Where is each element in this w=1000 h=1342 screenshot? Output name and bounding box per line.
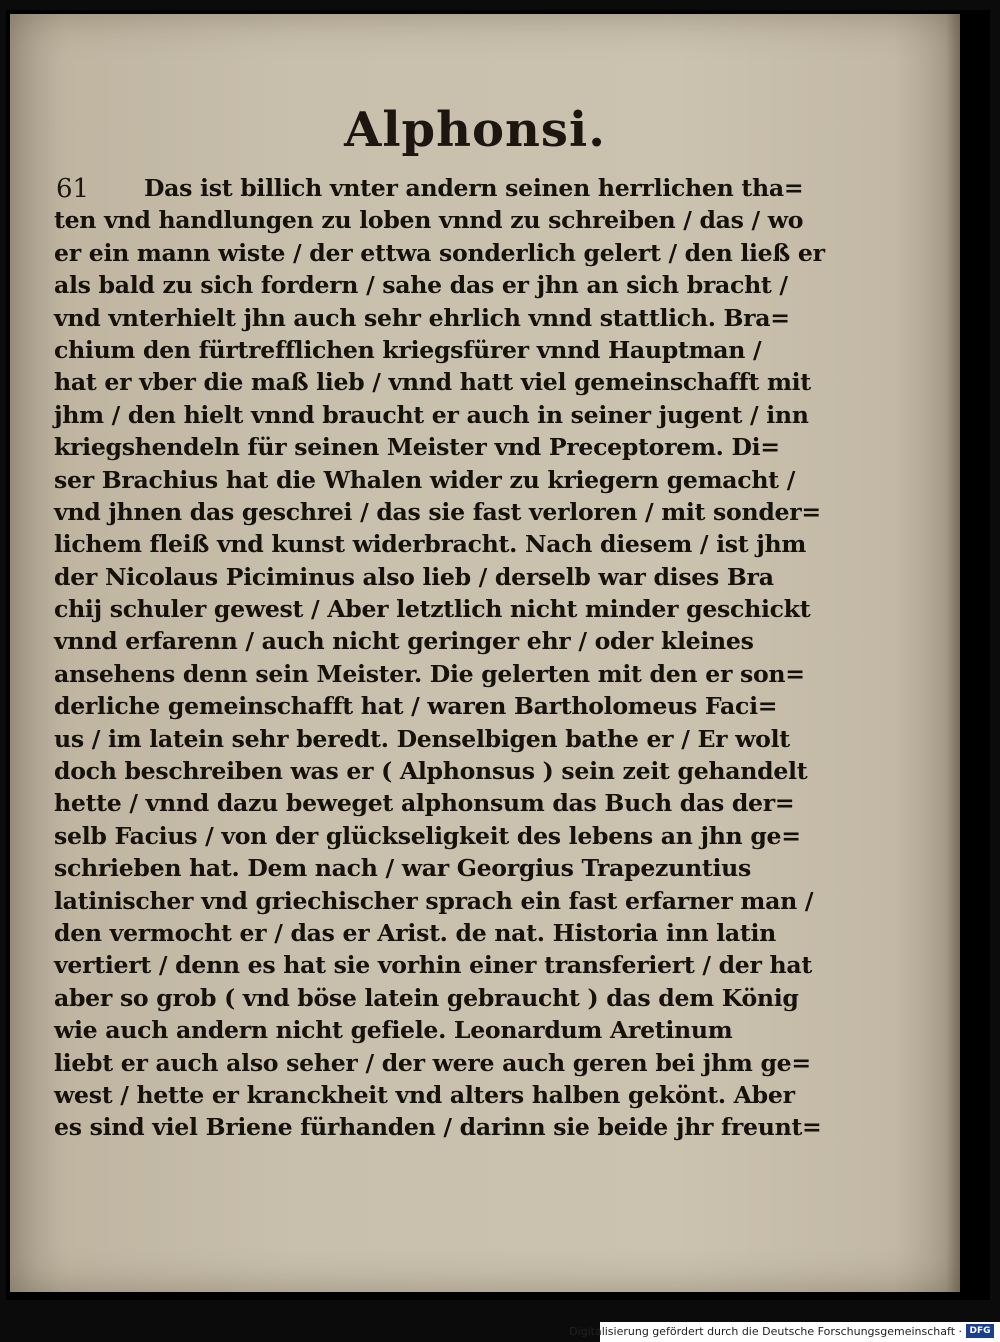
text-line: ser Brachius hat die Whalen wider zu kriegern gemacht / bbox=[54, 465, 796, 494]
text-line: wie auch andern nicht gefiele. Leonardum Aretinum bbox=[54, 1016, 733, 1045]
body-text bbox=[54, 172, 825, 1144]
text-line: vertiert / denn es hat sie vorhin einer transferiert / der hat bbox=[54, 951, 812, 980]
page-edge-shadow bbox=[946, 14, 960, 1292]
text-line: ten vnd handlungen zu loben vnnd zu schreiben / das / wo bbox=[54, 206, 804, 235]
text-line: es sind viel Briene fürhanden / darinn sie beide jhr freunt= bbox=[54, 1113, 822, 1142]
text-line: jhm / den hielt vnnd braucht er auch in seiner jugent / inn bbox=[54, 400, 809, 429]
text-line: er ein mann wiste / der ettwa sonderlich gelert / den ließ er bbox=[54, 238, 825, 267]
text-line: lichem fleiß vnd kunst widerbracht. Nach diesem / ist jhm bbox=[54, 530, 807, 559]
text-line: chij schuler gewest / Aber letztlich nicht minder geschickt bbox=[54, 595, 811, 624]
running-head: Alphonsi. bbox=[344, 102, 606, 158]
text-line: vnd vnterhielt jhn auch sehr ehrlich vnnd stattlich. Bra= bbox=[54, 303, 790, 332]
text-line: vnnd erfarenn / auch nicht geringer ehr / oder kleines bbox=[54, 627, 754, 656]
funding-credit: Digitalisierung gefördert durch die Deutsche Forschungsgemeinschaft · bbox=[569, 1325, 962, 1338]
text-line: us / im latein sehr beredt. Denselbigen bathe er / Er wolt bbox=[54, 724, 790, 753]
text-line: vnd jhnen das geschrei / das sie fast verloren / mit sonder= bbox=[54, 497, 821, 526]
dfg-logo: DFG bbox=[966, 1324, 994, 1338]
text-line: der Nicolaus Piciminus also lieb / derselb war dises Bra bbox=[54, 562, 774, 591]
text-line: kriegshendeln für seinen Meister vnd Preceptorem. Di= bbox=[54, 433, 780, 462]
text-line: west / hette er kranckheit vnd alters halben gekönt. Aber bbox=[54, 1080, 795, 1109]
text-line: liebt er auch also seher / der were auch geren bei jhm ge= bbox=[54, 1048, 811, 1077]
text-line: latinischer vnd griechischer sprach ein fast erfarner man / bbox=[54, 886, 814, 915]
text-line: aber so grob ( vnd böse latein gebraucht ) das dem König bbox=[54, 983, 799, 1012]
text-line: hette / vnnd dazu beweget alphonsum das Buch das der= bbox=[54, 789, 795, 818]
text-line: doch beschreiben was er ( Alphonsus ) sein zeit gehandelt bbox=[54, 757, 808, 786]
text-line: ansehens denn sein Meister. Die gelerten mit den er son= bbox=[54, 659, 805, 688]
text-line: schrieben hat. Dem nach / war Georgius Trapezuntius bbox=[54, 854, 751, 883]
text-line: derliche gemeinschafft hat / waren Bartholomeus Faci= bbox=[54, 692, 778, 721]
text-line: den vermocht er / das er Arist. de nat. Historia inn latin bbox=[54, 918, 777, 947]
text-line: selb Facius / von der glückseligkeit des lebens an jhn ge= bbox=[54, 821, 801, 850]
text-line: chium den fürtrefflichen kriegsfürer vnnd Hauptman / bbox=[54, 335, 762, 364]
text-line: Das ist billich vnter andern seinen herrlichen tha= bbox=[144, 174, 804, 202]
text-line: als bald zu sich fordern / sahe das er jhn an sich bracht / bbox=[54, 271, 788, 300]
margin-note: 61 bbox=[56, 174, 90, 204]
text-line: hat er vber die maß lieb / vnnd hatt viel gemeinschafft mit bbox=[54, 368, 811, 397]
